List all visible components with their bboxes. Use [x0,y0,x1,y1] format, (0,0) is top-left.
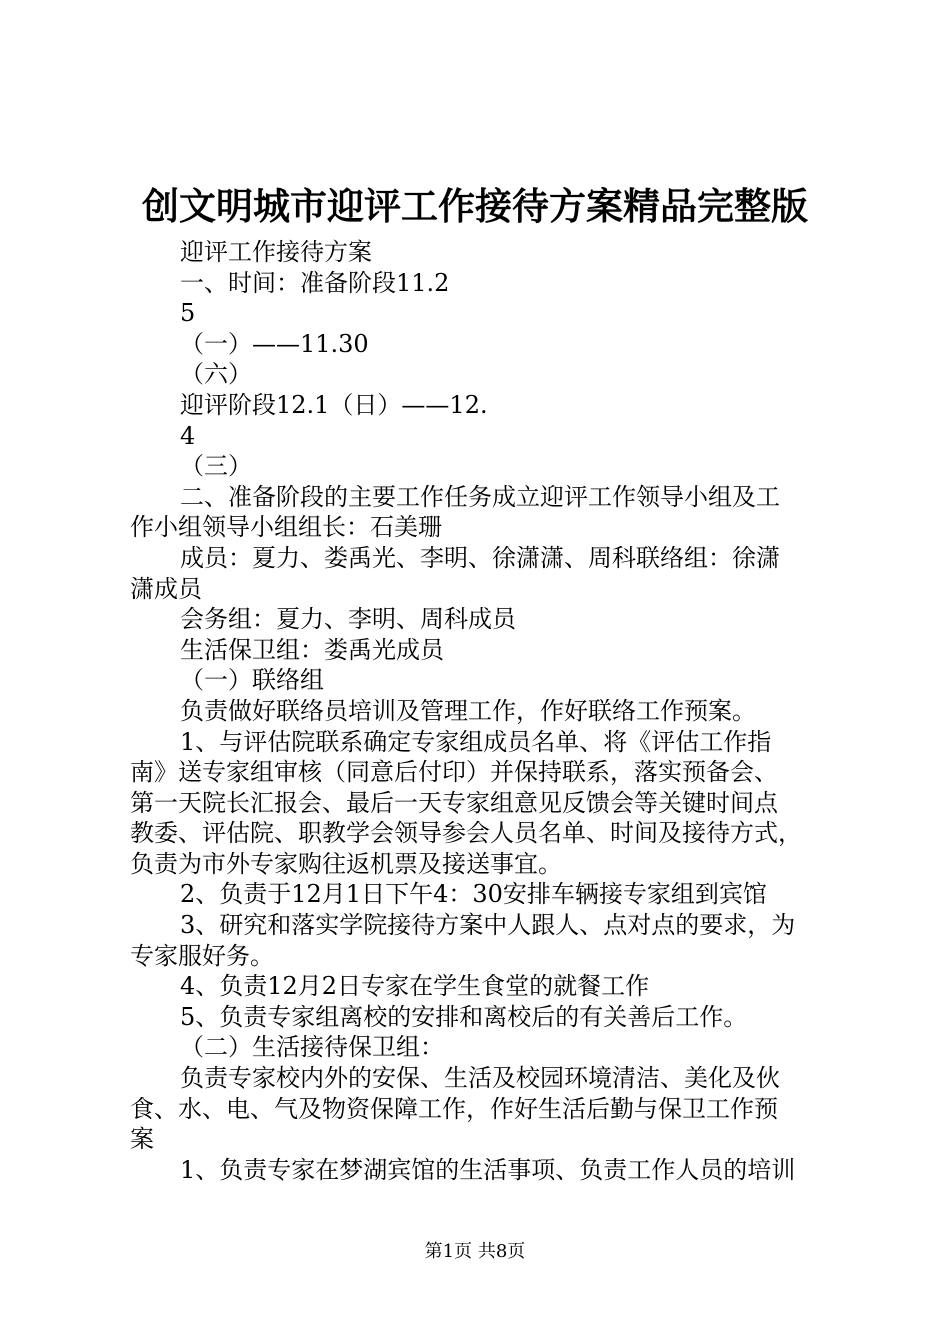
paragraph-line: 3、研究和落实学院接待方案中人跟人、点对点的要求，为 [180,911,796,940]
paragraph-line: 1、与评估院联系确定专家组成员名单、将《评估工作指 [180,727,772,756]
paragraph-line: 负责专家校内外的安保、生活及校园环境清洁、美化及伙 [180,1064,780,1093]
paragraph-line: 南》送专家组审核（同意后付印）并保持联系，落实预备会、 [130,758,778,787]
paragraph-line: 潇成员 [130,574,202,603]
paragraph-line: （一）——11.30 [180,329,369,358]
paragraph-line: 4 [180,421,196,450]
paragraph-line: （一）联络组 [180,666,324,695]
paragraph-line: 作小组领导小组组长：石美珊 [130,513,442,542]
paragraph-line: 会务组：夏力、李明、周科成员 [180,605,516,634]
paragraph-line: （三） [180,452,252,481]
paragraph-line: 成员：夏力、娄禹光、李明、徐潇潇、周科联络组：徐潇 [180,543,780,572]
paragraph-line: 生活保卫组：娄禹光成员 [180,635,444,664]
paragraph-line: 5、负责专家组离校的安排和离校后的有关善后工作。 [180,1002,748,1031]
paragraph-line: 一、时间：准备阶段11.2 [180,268,450,297]
paragraph-line: （六） [180,360,252,389]
paragraph-line: 案 [130,1125,154,1154]
paragraph-line: 第一天院长汇报会、最后一天专家组意见反馈会等关键时间点 [130,788,778,817]
paragraph-line: 二、准备阶段的主要工作任务成立迎评工作领导小组及工 [180,482,780,511]
paragraph-line: 4、负责12月2日专家在学生食堂的就餐工作 [180,972,650,1001]
paragraph-line: 5 [180,299,196,328]
paragraph-line: 教委、评估院、职教学会领导参会人员名单、时间及接待方式， [130,819,802,848]
paragraph-line: 迎评工作接待方案 [180,238,372,266]
document-body [130,237,842,1185]
paragraph-line: 专家服好务。 [130,941,274,970]
paragraph-line: 食、水、电、气及物资保障工作，作好生活后勤与保卫工作预 [130,1094,778,1123]
paragraph-line: （二）生活接待保卫组： [180,1033,444,1062]
paragraph-line: 负责做好联络员培训及管理工作，作好联络工作预案。 [180,696,756,725]
paragraph-line: 迎评阶段12.1（日）——12. [180,390,488,419]
paragraph-line: 2、负责于12月1日下午4：30安排车辆接专家组到宾馆 [180,880,767,909]
page-footer: 第1页 共8页 [424,1241,526,1262]
page-title: 创文明城市迎评工作接待方案精品完整版 [142,185,808,228]
paragraph-line: 1、负责专家在梦湖宾馆的生活事项、负责工作人员的培训 [180,1155,796,1184]
paragraph-line: 负责为市外专家购往返机票及接送事宜。 [130,849,562,878]
